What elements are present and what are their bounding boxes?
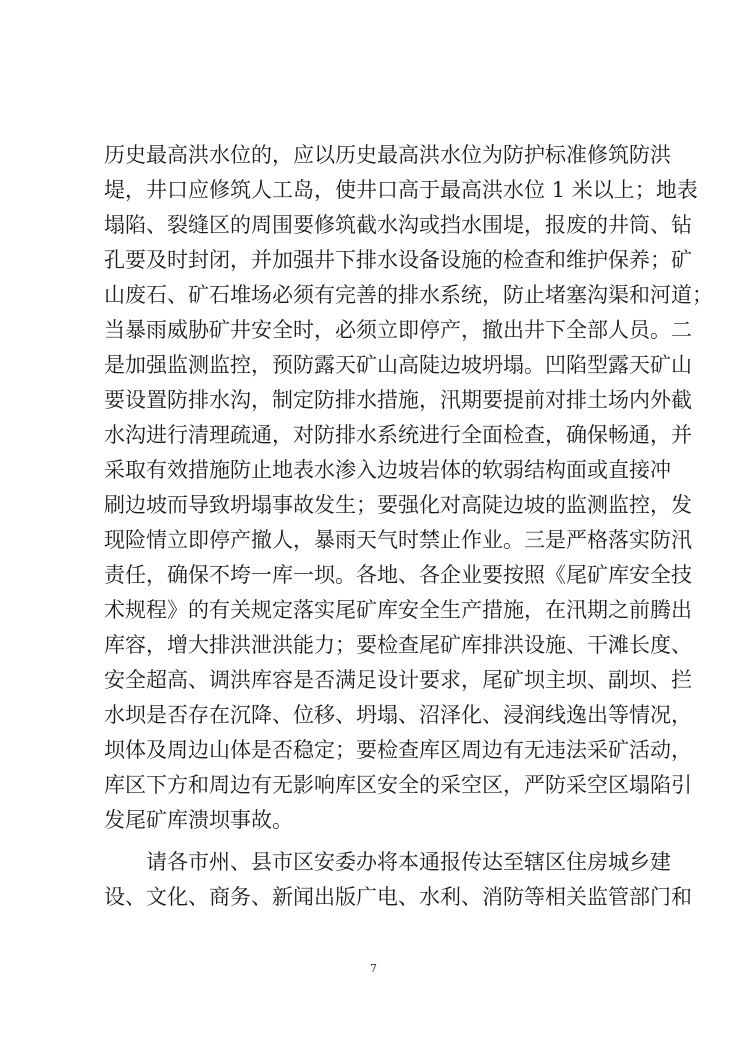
body-text-line: 设、文化、商务、新闻出版广电、水利、消防等相关监管部门和 bbox=[104, 885, 692, 909]
body-text-line: 是加强监测监控，预防露天矿山高陡边坡坍塌。凹陷型露天矿山 bbox=[104, 353, 692, 377]
body-text-line: 库区下方和周边有无影响库区安全的采空区，严防采空区塌陷引 bbox=[104, 773, 692, 797]
body-text-line: 堤，井口应修筑人工岛，使井口高于最高洪水位 1 米以上；地表 bbox=[104, 178, 698, 202]
body-text-line: 责任，确保不垮一库一坝。各地、各企业要按照《尾矿库安全技 bbox=[104, 563, 692, 587]
body-text-line: 请各市州、县市区安委办将本通报传达至辖区住房城乡建 bbox=[146, 850, 671, 874]
body-text-line: 山废石、矿石堆场必须有完善的排水系统，防止堵塞沟渠和河道； bbox=[104, 283, 713, 307]
body-text-line: 术规程》的有关规定落实尾矿库安全生产措施，在汛期之前腾出 bbox=[104, 598, 692, 622]
body-text-line: 坝体及周边山体是否稳定；要检查库区周边有无违法采矿活动， bbox=[104, 738, 692, 762]
page-number: 7 bbox=[370, 962, 377, 975]
body-text-line: 安全超高、调洪库容是否满足设计要求，尾矿坝主坝、副坝、拦 bbox=[104, 668, 692, 692]
body-text-line: 发尾矿库溃坝事故。 bbox=[104, 808, 293, 832]
body-text-line: 水沟进行清理疏通，对防排水系统进行全面检查，确保畅通，并 bbox=[104, 423, 692, 447]
body-text-line: 采取有效措施防止地表水渗入边坡岩体的软弱结构面或直接冲 bbox=[104, 458, 671, 482]
body-text-line: 当暴雨威胁矿井安全时，必须立即停产，撤出井下全部人员。二 bbox=[104, 318, 692, 342]
body-text-line: 要设置防排水沟，制定防排水措施，汛期要提前对排土场内外截 bbox=[104, 388, 692, 412]
body-text-line: 刷边坡而导致坍塌事故发生；要强化对高陡边坡的监测监控，发 bbox=[104, 493, 692, 517]
body-text-line: 孔要及时封闭，并加强井下排水设备设施的检查和维护保养；矿 bbox=[104, 248, 692, 272]
body-text-line: 塌陷、裂缝区的周围要修筑截水沟或挡水围堤，报废的井筒、钻 bbox=[104, 213, 692, 237]
body-text-line: 水坝是否存在沉降、位移、坍塌、沼泽化、浸润线逸出等情况， bbox=[104, 703, 692, 727]
body-text-line: 库容，增大排洪泄洪能力；要检查尾矿库排洪设施、干滩长度、 bbox=[104, 633, 692, 657]
body-text-line: 现险情立即停产撤人，暴雨天气时禁止作业。三是严格落实防汛 bbox=[104, 528, 692, 552]
body-text-line: 历史最高洪水位的，应以历史最高洪水位为防护标准修筑防洪 bbox=[104, 143, 671, 167]
